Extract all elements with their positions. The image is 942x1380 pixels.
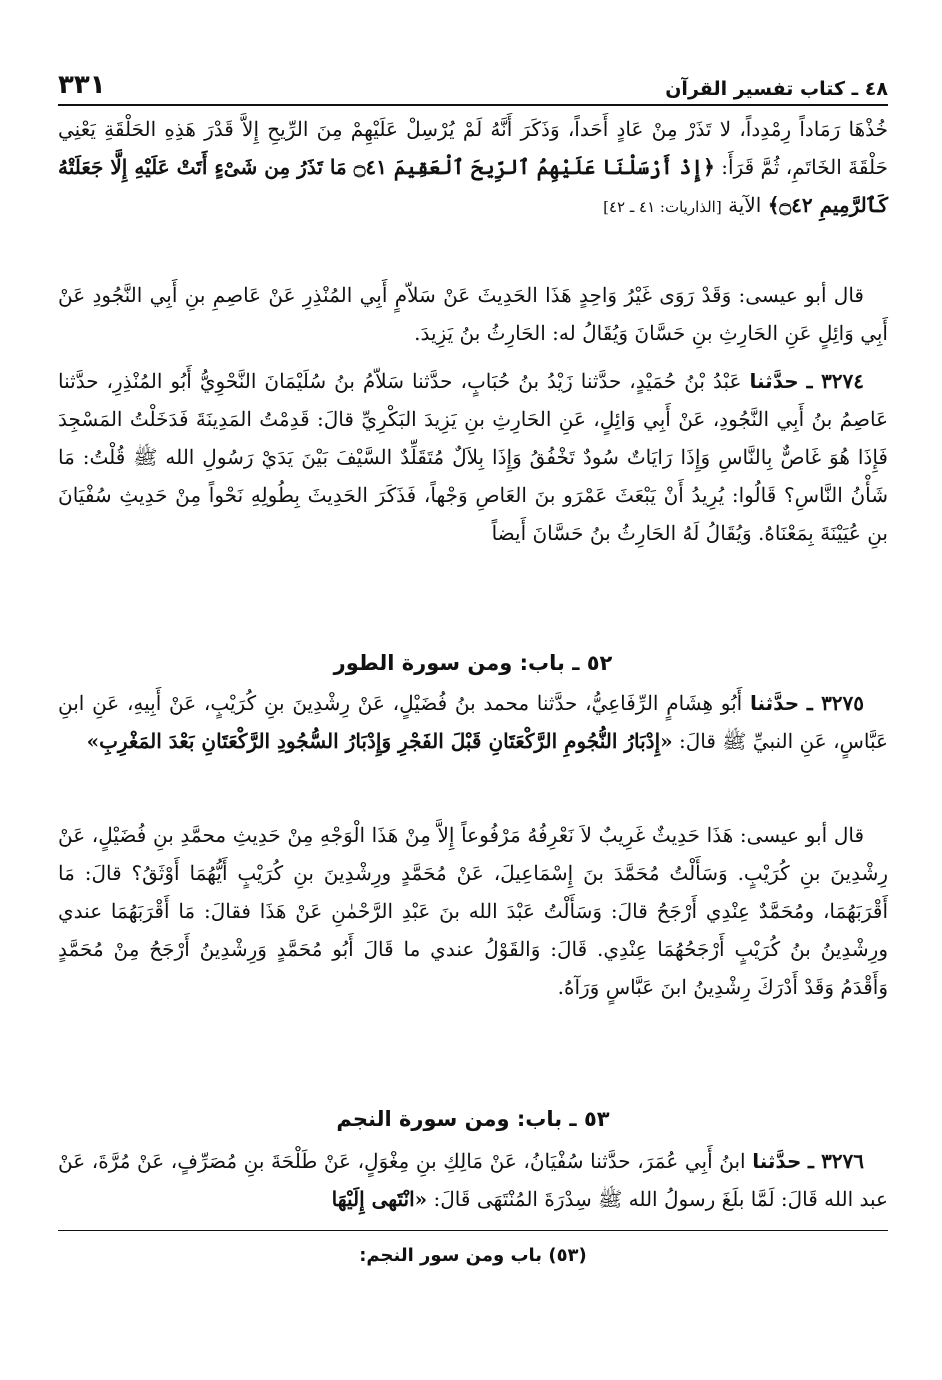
- verse-reference: [الذاريات: ٤١ ـ ٤٢]: [603, 198, 722, 216]
- chapter-title: ٤٨ ـ كتاب تفسير القرآن: [665, 78, 888, 100]
- paragraph-hadith-continuation: [58, 110, 888, 264]
- haddathana-label: حدَّثنا: [749, 691, 800, 715]
- hadith-matn: «إِدْبَارُ النُّجُومِ الرَّكْعَتَانِ قَبْلَ الفَجْرِ وَإِدْبَارُ السُّجُودِ الرَّكْعَتَانِ بَعْدَ المَغْرِبِ»: [86, 729, 673, 753]
- page-body: [58, 60, 888, 1266]
- haddathana-label: حدَّثنا: [752, 1149, 802, 1173]
- hadith-number: ٣٢٧٤ ـ: [806, 369, 865, 393]
- hadith-text: خُذْهَا رَمَاداً رِمْدِداً، لا تَذَرْ مِنْ عَادٍ أَحَداً، وَذَكَرَ أَنَّهُ لَمْ يُرْسِلْ عَلَيْهِمْ مِنَ الرِّيحِ إِلاَّ قَدْرَ هَذِهِ الحَلْقَةِ يَعْنِي حَلْقَةَ الخَاتَمِ، ثُمَّ قَرَأَ:: [58, 117, 888, 179]
- haddathana-label: حدَّثنا: [749, 369, 799, 393]
- paragraph-hadith-3276: [58, 1142, 888, 1220]
- hadith-number: ٣٢٧٥ ـ: [806, 691, 865, 715]
- hadith-matn: «انْتَهى إِلَيْهَا: [331, 1187, 428, 1211]
- quran-verse: ﴿إِذْ أَرْسَلْنَا عَلَيْهِمُ ٱلرِّيحَ ٱلْعَقِيمَ ۝٤١ مَا تَذَرُ مِن شَىْءٍ أَتَتْ عَلَيْهِ إِلَّا جَعَلَتْهُ كَٱلرَّمِيمِ ۝٤٢﴾: [58, 155, 888, 217]
- footnote-divider: [58, 1230, 888, 1231]
- section-heading-tur: ٥٢ ـ باب: ومن سورة الطور: [333, 651, 613, 675]
- hadith-text: عَبْدُ بْنُ حُمَيْدٍ، حدَّثنا زَيْدُ بنُ حُبَابٍ، حدَّثنا سَلاّمُ بنُ سُلَيْمَانَ النَّحْوِيُّ أَبُو المُنْذِرِ، حدَّثنا عَاصِمُ بنُ أَبِي النَّجُودِ، عَنْ أَبِي وَائِلٍ، عَنِ الحَارِثِ بنِ يَزِيدَ البَكْرِيِّ قالَ: قَدِمْتُ المَدِينَةَ فَدَخَلْتُ المَسْجِدَ فَإِذَا هُوَ غَاصٌّ بِالنَّاسِ وَإِذَا رَايَاتٌ سُودٌ تَخْفُقُ وَإِذَا بِلاَلٌ مُتَقَلِّدٌ السَّيْفَ بَيْنَ يَدَيْ رَسُولِ الله ﷺ قُلْتُ: مَا شَأْنُ النَّاسِ؟ قَالُوا: يُرِيدُ أَنْ يَبْعَثَ عَمْرَو بنَ العَاصِ وَجْهاً، فَذَكَرَ الحَدِيثَ بِطُولِهِ نَحْواً مِنْ حَدِيثِ سُفْيَانَ بنِ عُيَيْنَةَ بِمَعْنَاهُ. وَيُقَالُ لَهُ الحَارِثُ بنُ حَسَّانَ أَيضاً: [58, 369, 888, 545]
- section-heading-najm: ٥٣ ـ باب: ومن سورة النجم: [336, 1107, 610, 1131]
- paragraph-hadith-3274: [58, 362, 888, 632]
- page-number: ٣٣١: [58, 70, 106, 100]
- verse-tail: الآية: [728, 193, 762, 217]
- hadith-text: أَبُو هِشَامٍ الرِّفَاعِيُّ، حدَّثنا محمد بنُ فُضَيْلٍ، عَنْ رِشْدِينَ بنِ كُرَيْبٍ، عَنْ أَبِيهِ، عَنِ ابنِ عَبَّاسٍ، عَنِ النبيِّ ﷺ قالَ:: [58, 691, 888, 753]
- running-head: [58, 60, 888, 106]
- hadith-text: ابنُ أَبِي عُمَرَ، حدَّثنا سُفْيَانُ، عَنْ مَالِكِ بنِ مِغْوَلٍ، عَنْ طَلْحَةَ بنِ مُصَرِّفٍ، عَنْ مُرَّةَ، عَنْ عبد الله قَالَ: لَمَّا بلَغَ رسولُ الله ﷺ سِدْرَةَ المُنْتَهَى قَالَ:: [58, 1149, 888, 1211]
- footnote-text: (٥٣) باب ومن سور النجم:: [359, 1245, 587, 1266]
- paragraph-abu-isa-comment-2: قال أبو عيسى: هَذَا حَدِيثٌ غَرِيبٌ لاَ نَعْرِفُهُ مَرْفُوعاً إِلاَّ مِنْ هَذَا الْوَجْهِ مِنْ حَدِيثِ محمَّدِ بنِ فُضَيْلٍ، عَنْ رِشْدِينَ بنِ كُرَيْبٍ. وَسَأَلْتُ مُحَمَّدَ بنَ إِسْمَاعِيلَ، عَنْ مُحَمَّدٍ ورِشْدِينَ بنِ كُرَيْبٍ أَيُّهُمَا أَوْثَقُ؟ قالَ: مَا أَقْرَبَهُمَا، ومُحَمَّدٌ عِنْدِي أَرْجَحُ قالَ: وَسَأَلْتُ عَبْدَ الله بنَ عَبْدِ الرَّحْمٰنِ عَنْ هَذَا فقالَ: مَا أَقْرَبَهُمَا عندي ورِشْدِينُ بنُ كُرَيْبٍ أَرْجَحُهُمَا عِنْدِي. قَالَ: وَالقَوْلُ عندي ما قَالَ أَبُو مُحَمَّدٍ وَرِشْدِينُ أَرْجَحُ مِنْ مُحَمَّدٍ وَأَقْدَمُ وَقَدْ أَدْرَكَ رِشْدِينُ ابنَ عَبَّاسٍ وَرَآهُ.: [58, 823, 888, 999]
- paragraph-abu-isa-comment-1: قال أبو عيسى: وَقَدْ رَوَى غَيْرُ وَاحِدٍ هَذَا الحَدِيثَ عَنْ سَلاّمٍ أَبِي المُنْذِرِ عَنْ عَاصِمِ بنِ أَبِي النَّجُودِ عَنْ أَبِي وَائِلٍ عَنِ الحَارِثِ بنِ حَسَّانَ وَيُقَالُ له: الحَارِثُ بنُ يَزِيدَ.: [58, 283, 888, 345]
- hadith-number: ٣٢٧٦ ـ: [807, 1149, 865, 1173]
- paragraph-hadith-3275: [58, 684, 888, 800]
